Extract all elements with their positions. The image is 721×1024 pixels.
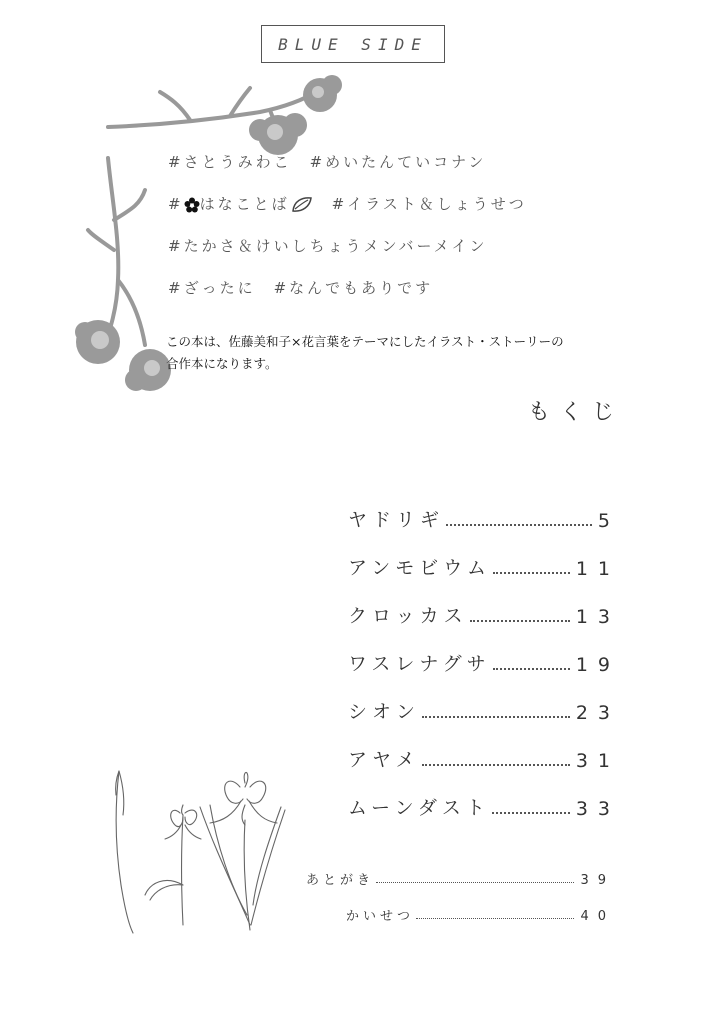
tag-sato: #さとうみわこ [168,153,292,171]
toc-leader [493,571,570,574]
toc-heading: もくじ [528,400,625,425]
toc-entry-title: アンモビウム [348,557,492,579]
toc-entry-atogaki[interactable] [306,866,615,888]
toc-entry-title: クロッカス [348,605,468,627]
toc-entry-page: 19 [575,654,620,676]
toc-leader [422,763,570,766]
toc-entry-page: 13 [575,606,620,628]
toc-entry-page: 33 [575,798,620,820]
tag-illust: #イラスト＆しょうせつ [331,195,527,213]
flower-icon [184,197,200,213]
tag-line-4 [168,276,527,318]
description-line-1: この本は、佐藤美和子×花言葉をテーマにしたイラスト・ストーリーの [166,334,564,349]
toc-leader [470,619,570,622]
toc-entry-page: 40 [580,909,615,924]
toc-entry-title: ムーンダスト [348,797,490,819]
toc-entry-title: シオン [348,701,421,723]
toc-entry-title: アヤメ [348,749,420,771]
description-line-2: 合作本になります。 [166,356,278,371]
toc-entry-page: 11 [575,558,620,580]
toc-entry-kaisetsu[interactable] [346,902,615,924]
tag-hash: # [168,195,184,213]
page-title [261,25,445,63]
toc-leader [493,667,570,670]
tag-list [168,150,527,318]
toc-entry-title: ワスレナグサ [348,653,491,675]
description [166,331,564,375]
toc-entry-title: あとがき [306,873,375,888]
iris-illustration-icon [105,765,290,935]
toc-entry-page: 31 [575,750,620,772]
toc-entry-moondust[interactable] [348,788,620,820]
tag-takasa: #たかさ＆けいしちょうメンバーメイン [168,237,488,255]
toc-leader [416,917,574,919]
toc-leader [492,811,570,814]
toc-entry-title: かいせつ [346,909,415,924]
tag-line-2 [168,192,527,234]
tag-zattani: #ざったに [168,279,256,297]
toc-entry-ayame[interactable] [348,740,620,772]
tag-line-1 [168,150,527,192]
toc-entry-title: ヤドリギ [348,509,445,531]
toc-entry-page: 23 [575,702,620,724]
tag-hanakotoba: はなことば [199,195,290,213]
tag-nandemo: #なんでもありです [273,279,434,297]
toc-entry-wasurenagusa[interactable] [348,644,620,676]
toc-entry-anmobiumu[interactable] [348,548,620,580]
toc-leader [376,881,574,883]
tag-conan: #めいたんていコナン [309,153,487,171]
toc-entry-shion[interactable] [348,692,620,724]
toc-entry-crocus[interactable] [348,596,620,628]
toc-entry-yadorigi[interactable] [348,500,620,532]
toc-leader [422,715,570,718]
toc-entry-page: 39 [580,873,615,888]
title-text: BLUE SIDE [278,34,428,54]
toc-entry-page: 5 [597,510,620,532]
tag-line-3 [168,234,527,276]
toc-leader [446,523,592,526]
leaf-icon [290,195,314,215]
